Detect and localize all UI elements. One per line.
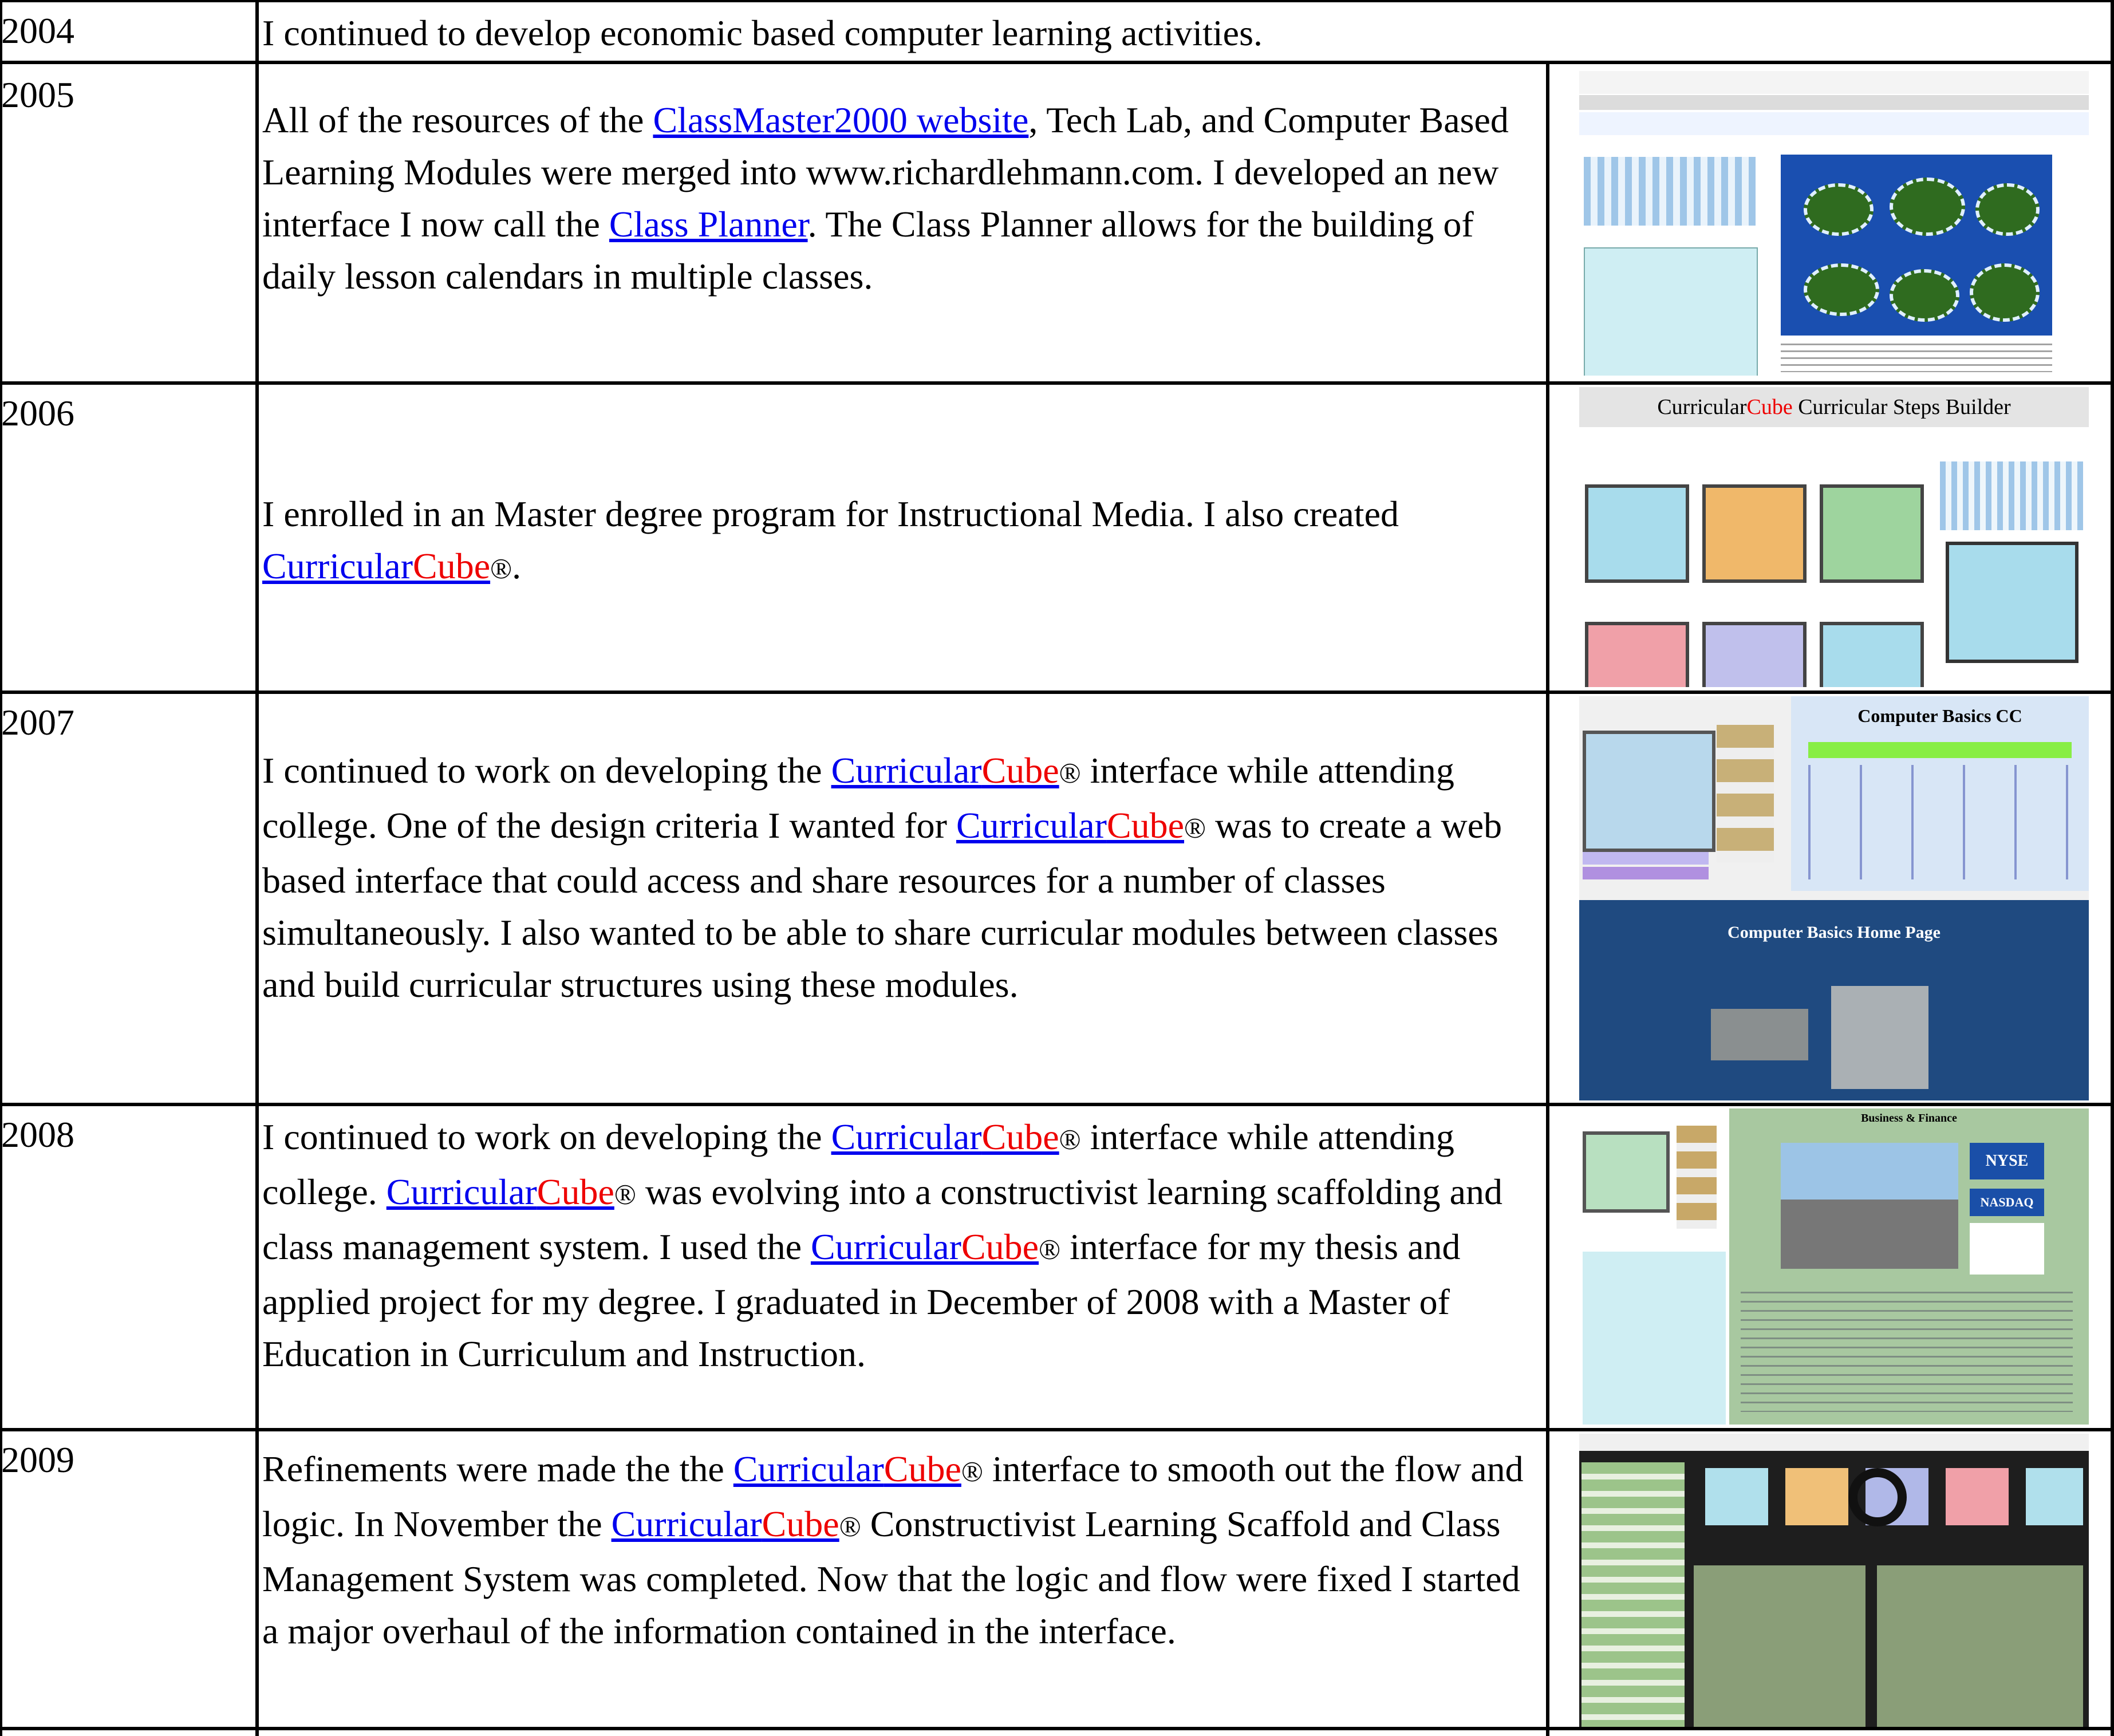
thumb-calendar-grid [1584,157,1756,226]
cube-tile [1705,1468,1768,1525]
description-cell [262,1111,1536,1380]
description-text: All of the resources of the [262,100,653,140]
year-cell: 2005 [1,74,74,115]
cube-tile [1583,731,1715,852]
sample-cube [1946,542,2078,663]
registered-mark: ® [839,1510,861,1542]
curricular-steps-builder-screenshot [1579,387,2089,687]
description-cell [262,1443,1536,1657]
row-divider [0,0,2114,2]
description-text: Constructivist Learning Scaffold and Class Management System was completed. Now that the logic and flow were fixed I started a major overhaul of the information contained in the interface. [262,1504,1520,1651]
row-divider [0,381,2114,385]
thumb-nasdaq-logo: NASDAQ [1970,1189,2044,1216]
class-planner-screenshot [1579,71,2089,376]
description-text: . The Class Planner allows for the building of daily lesson calendars in multiple classes. [262,204,1474,297]
thumb-home-page-title: Computer Basics Home Page [1728,923,1941,942]
cube-tile [1702,622,1807,687]
description-cell [262,488,1536,595]
curricularcube-link[interactable]: CurricularCube [956,805,1185,846]
thumb-panel-title: Business & Finance [1861,1112,1957,1125]
thumb-panel-title: Computer Basics CC [1857,705,2022,726]
thumb-left-content [1694,1565,1865,1727]
thumb-body-text [1741,1292,2073,1412]
thumb-calendar-grid [1581,1462,1685,1727]
thumb-header-bar [1579,1434,2089,1451]
thumb-circuit-image [1711,1009,1808,1060]
registered-mark: ® [490,553,512,585]
business-finance-screenshot [1579,1108,2089,1425]
thumb-header-bar [1579,71,2089,94]
description-text: interface while attending college. [262,1116,1454,1212]
year-cell: 2004 [1,10,74,51]
description-cell: I continued to develop economic based computer learning activities. [262,13,1263,53]
thumb-island-map [1781,155,2052,336]
registered-mark: ® [961,1455,983,1488]
island-shape [1970,263,2040,322]
curricularcube-link[interactable]: CurricularCube [831,750,1059,791]
cube-tile [1820,484,1924,583]
cube-tile [1585,622,1689,687]
description-text: I enrolled in an Master degree program for Instructional Media. I also created [262,494,1399,534]
island-shape [1975,183,2040,236]
registered-mark: ® [1059,1123,1081,1155]
registered-mark: ® [1184,812,1206,844]
year-cell: 2009 [1,1439,74,1480]
curricularcube-scaffold-screenshot [1579,1434,2089,1727]
cube-tile [1946,1468,2009,1525]
class-planner-link[interactable]: Class Planner [609,204,808,244]
row-divider [0,1103,2114,1106]
row-divider [0,691,2114,694]
year-column-divider [255,0,259,1736]
thumb-green-panel [1729,1108,2089,1425]
registered-mark: ® [1059,757,1081,789]
thumb-calendar-grid [1940,461,2083,530]
thumb-icon-grid [1717,725,1774,862]
cube-tile [1585,484,1689,583]
thumb-skyline-photo [1781,1143,1958,1269]
year-cell: 2007 [1,702,74,743]
magnifier-icon [1848,1468,1907,1526]
classmaster2000-website-link[interactable]: ClassMaster2000 website [653,100,1029,140]
description-text: I continued to work on developing the [262,1116,831,1157]
curricularcube-link[interactable]: CurricularCube [810,1226,1039,1267]
thumb-right-content [1877,1565,2083,1727]
description-text: Refinements were made the the [262,1449,733,1489]
description-text: . [512,546,522,586]
computer-basics-screenshot [1579,696,2089,1100]
thumb-lesson-list [1584,247,1758,376]
year-cell: 2008 [1,1114,74,1155]
thumb-title-bar: CurricularCube Curricular Steps Builder [1579,387,2089,427]
thumb-nyse-logo: NYSE [1970,1143,2044,1179]
thumb-all-classes-button [1583,867,1709,879]
thumb-stock-chart [1970,1223,2044,1275]
thumb-cube-index-button [1583,852,1709,865]
right-table-border [2111,0,2114,1736]
cube-tile [1820,622,1924,687]
image-column-divider [1546,63,1549,1736]
curricularcube-link[interactable]: CurricularCube [733,1449,961,1489]
thumb-link-bar [1579,112,2089,135]
year-cell: 2006 [1,393,74,433]
thumb-home-page-panel [1579,900,2089,1100]
island-shape [1804,183,1874,236]
description-text: interface while attending college. One of the design criteria I wanted for [262,750,1454,846]
cube-tile [1702,484,1807,583]
curricularcube-link[interactable]: CurricularCube [831,1116,1059,1157]
thumb-lessons-bar [1808,742,2072,758]
thumb-intro-text [1781,344,2052,372]
registered-mark: ® [614,1178,636,1210]
thumb-icon-grid [1677,1126,1717,1229]
thumb-nav-bar [1579,95,2089,110]
registered-mark: ® [1039,1233,1061,1265]
thumb-right-panel [1791,696,2089,891]
description-cell [262,744,1536,1011]
description-cell [262,94,1536,302]
island-shape [1890,269,1959,322]
island-shape [1804,263,1879,316]
row-divider [0,61,2114,64]
cube-tile [1583,1131,1670,1213]
description-text: interface for my thesis and applied project for my degree. I graduated in December of 2008 with a Master of Education in Curriculum and Instruction. [262,1226,1461,1374]
row-divider [0,1428,2114,1431]
curricularcube-link[interactable]: CurricularCube [611,1504,839,1544]
description-text: I continued to work on developing the [262,750,831,791]
cube-tile [1785,1468,1848,1525]
curricularcube-link[interactable]: CurricularCube [386,1171,614,1212]
island-shape [1890,177,1965,236]
thumb-lesson-list [1583,1252,1726,1425]
description-text: , Tech Lab, and Computer Based Learning Modules were merged into www.richardlehmann.com. I developed an new interface I now call the [262,100,1509,244]
description-text: was evolving into a constructivist learning scaffolding and class management system. I used the [262,1171,1503,1267]
description-text: interface to smooth out the flow and logic. In November the [262,1449,1524,1544]
row-divider [0,1727,2114,1730]
thumb-circuit-image [1831,986,1928,1089]
curricularcube-link[interactable]: CurricularCube [262,546,491,586]
cube-tile [2026,1468,2083,1525]
description-text: was to create a web based interface that could access and share resources for a number of classes simultaneously. I also wanted to be able to share curricular modules between classes and build curricular structures using these modules. [262,805,1502,1005]
thumb-lesson-grid [1808,765,2072,879]
